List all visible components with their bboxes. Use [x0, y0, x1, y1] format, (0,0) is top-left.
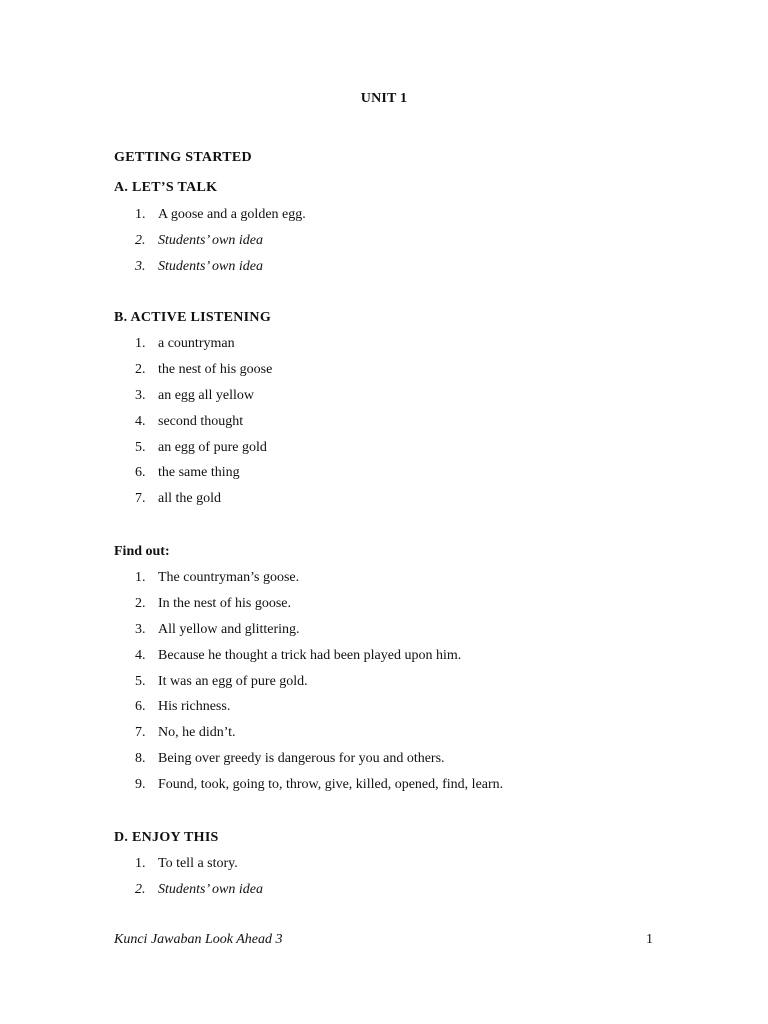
list-item-number: 1. [135, 336, 146, 351]
list-item-number: 2. [135, 361, 146, 377]
list-item-text: It was an egg of pure gold. [158, 673, 308, 689]
list-item-text: a countryman [158, 336, 235, 351]
unit-title: UNIT 1 [360, 91, 408, 106]
list-item-text: Being over greedy is dangerous for you and others. [158, 751, 445, 767]
list-item-text: Students’ own idea [158, 881, 263, 897]
list-item-text: an egg all yellow [158, 387, 255, 403]
list-item-text: All yellow and glittering. [158, 621, 300, 637]
list-item-text: His richness. [158, 699, 231, 715]
list-item-number: 6. [135, 465, 146, 481]
list-item-text: the same thing [158, 465, 240, 481]
list-item-number: 2. [135, 595, 146, 611]
footer-book-title: Kunci Jawaban Look Ahead 3 [114, 932, 283, 947]
list-item-number: 6. [135, 699, 146, 715]
list-item-number: 1. [135, 856, 146, 871]
list-item-number: 1. [135, 207, 146, 222]
list-item-number: 3. [135, 387, 146, 403]
list-item-number: 1. [135, 570, 146, 585]
list-item-number: 9. [135, 777, 146, 793]
list-item-number: 7. [135, 491, 146, 507]
list-item-text: all the gold [158, 491, 221, 507]
list-item-number: 3. [135, 621, 146, 637]
list-item-text: To tell a story. [158, 856, 238, 871]
find-out-heading: Find out: [114, 544, 170, 559]
page-number: 1 [646, 932, 653, 947]
list-item-text: the nest of his goose [158, 361, 273, 377]
list-item-number: 2. [135, 881, 146, 897]
list-item-number: 7. [135, 725, 146, 741]
list-item-number: 4. [135, 413, 146, 429]
list-item-number: 2. [135, 232, 146, 248]
list-item-text: Students’ own idea [158, 258, 263, 274]
list-item-text: Found, took, going to, throw, give, killed, opened, find, learn. [158, 777, 504, 793]
getting-started-heading: GETTING STARTED [114, 150, 252, 165]
list-item-text: A goose and a golden egg. [158, 207, 306, 222]
list-item-text: Because he thought a trick had been played upon him. [158, 647, 462, 663]
list-item-number: 5. [135, 673, 146, 689]
lets-talk-heading: A. LET’S TALK [114, 180, 218, 195]
list-item-text: The countryman’s goose. [158, 570, 300, 585]
list-item-text: In the nest of his goose. [158, 595, 291, 611]
list-item-number: 5. [135, 439, 146, 455]
list-item-number: 4. [135, 647, 146, 663]
list-item-text: No, he didn’t. [158, 725, 236, 741]
active-listening-heading: B. ACTIVE LISTENING [114, 310, 272, 325]
list-item-text: Students’ own idea [158, 232, 263, 248]
list-item-text: an egg of pure gold [158, 439, 267, 455]
list-item-number: 3. [135, 258, 146, 274]
list-item-number: 8. [135, 751, 146, 767]
list-item-text: second thought [158, 413, 244, 429]
enjoy-this-heading: D. ENJOY THIS [114, 830, 219, 845]
